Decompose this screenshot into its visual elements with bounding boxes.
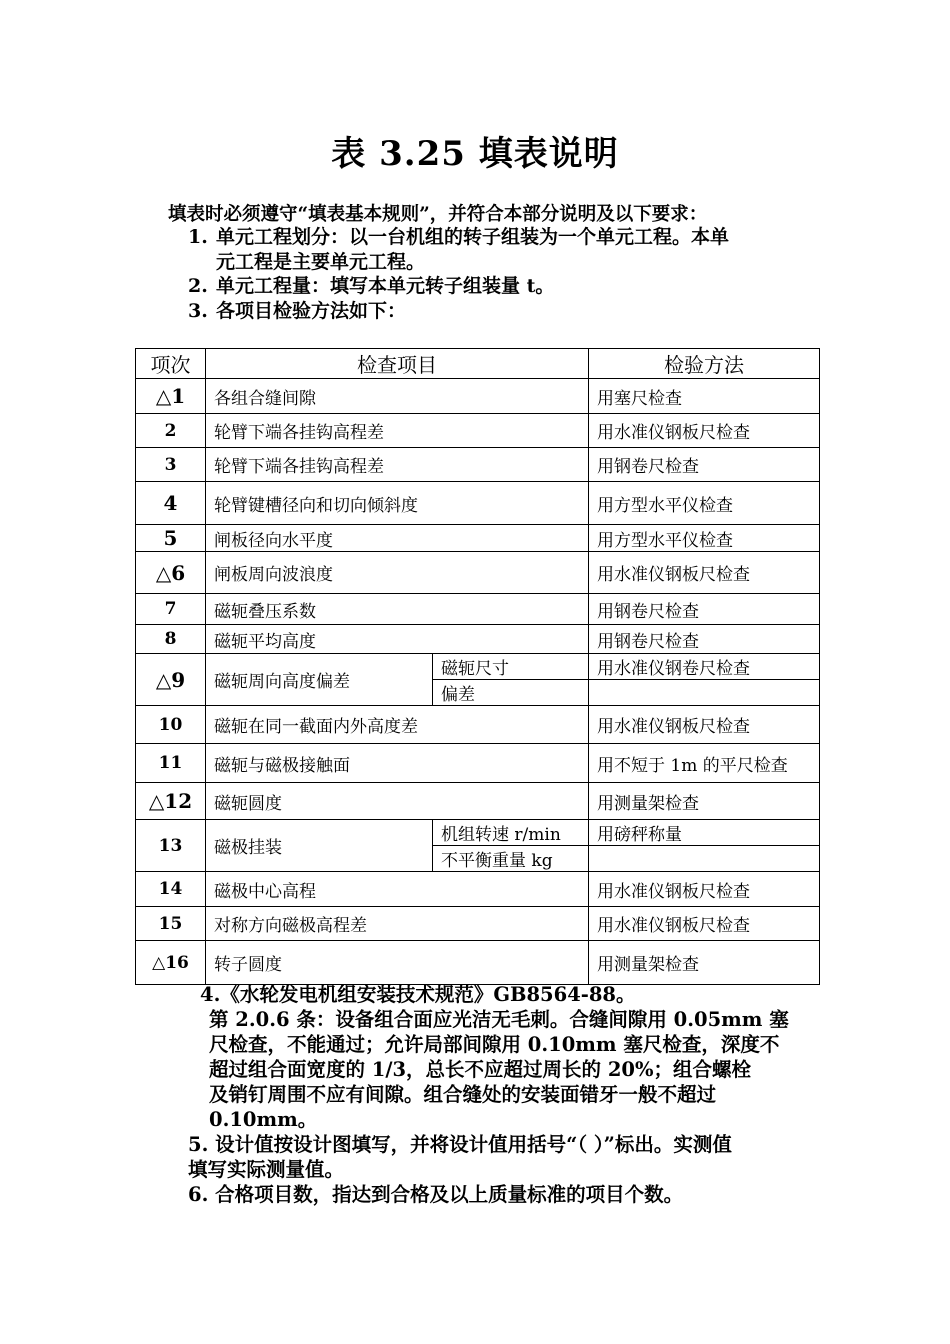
note-4-line: 尺检查，不能通过；允许局部间隙用 0.10mm 塞尺检查，深度不: [209, 1033, 780, 1056]
row-no: 7: [136, 594, 206, 625]
row-subitem: 机组转速 r/min: [433, 820, 589, 846]
row-item: 磁轭平均高度: [206, 625, 589, 654]
row-method: 用水准仪钢板尺检查: [589, 872, 820, 907]
row-item: 轮臂键槽径向和切向倾斜度: [206, 482, 589, 525]
row-subitem: 不平衡重量 kg: [433, 846, 589, 872]
row-item: 磁极中心高程: [206, 872, 589, 907]
rule-3: [188, 299, 828, 324]
row-no: △12: [136, 783, 206, 820]
note-4-line: 第 2.0.6 条：设备组合面应光洁无毛刺。合缝间隙用 0.05mm 塞: [209, 1008, 789, 1031]
table-header-row: [136, 349, 820, 379]
table-row: [136, 654, 820, 680]
row-method: 用水准仪钢板尺检查: [589, 706, 820, 744]
row-no: △16: [136, 941, 206, 985]
row-item: 磁轭周向高度偏差: [206, 654, 433, 706]
table-row: [136, 379, 820, 414]
table-row: [136, 706, 820, 744]
row-method: 用不短于 1m 的平尺检查: [589, 744, 820, 783]
row-no: 13: [136, 820, 206, 872]
rule-1: [188, 225, 828, 275]
table-row: [136, 482, 820, 525]
table-row: [136, 783, 820, 820]
row-no: 11: [136, 744, 206, 783]
note-4-line: 及销钉周围不应有间隙。组合缝处的安装面错牙一般不超过: [209, 1083, 717, 1106]
row-method: [589, 846, 820, 872]
row-method: 用水准仪钢板尺检查: [589, 414, 820, 448]
row-no: 14: [136, 872, 206, 907]
row-method: 用方型水平仪检查: [589, 525, 820, 552]
table-row: [136, 625, 820, 654]
row-method: [589, 680, 820, 706]
table-row: [136, 414, 820, 448]
table-row: [136, 552, 820, 594]
row-no: 15: [136, 907, 206, 941]
rule-number: 1.: [188, 226, 208, 248]
rule-text: 各项目检验方法如下：: [216, 300, 407, 322]
row-method: 用塞尺检查: [589, 379, 820, 414]
table-row: [136, 820, 820, 846]
row-subitem: 偏差: [433, 680, 589, 706]
row-method: 用测量架检查: [589, 941, 820, 985]
header-item: 检查项目: [206, 349, 589, 379]
row-subitem: 磁轭尺寸: [433, 654, 589, 680]
row-method: 用方型水平仪检查: [589, 482, 820, 525]
row-no: 4: [136, 482, 206, 525]
row-no: 2: [136, 414, 206, 448]
row-method: 用水准仪钢板尺检查: [589, 552, 820, 594]
rule-text: 单元工程量：填写本单元转子组装量 t。: [216, 275, 555, 297]
row-method: 用钢卷尺检查: [589, 594, 820, 625]
inspection-table: [135, 348, 820, 985]
intro-text: 填表时必须遵守“填表基本规则”，并符合本部分说明及以下要求：: [168, 204, 708, 225]
row-no: △1: [136, 379, 206, 414]
note-4-heading: 4.《水轮发电机组安装技术规范》GB8564-88。: [200, 983, 636, 1006]
table-row: [136, 744, 820, 783]
row-item: 闸板周向波浪度: [206, 552, 589, 594]
row-item: 磁轭圆度: [206, 783, 589, 820]
row-item: 磁轭叠压系数: [206, 594, 589, 625]
rule-text-continued: 元工程是主要单元工程。: [216, 251, 426, 273]
note-6: 6. 合格项目数，指达到合格及以上质量标准的项目个数。: [188, 1183, 684, 1206]
header-method: 检验方法: [589, 349, 820, 379]
rule-number: 3.: [188, 300, 208, 322]
note-4-line: 0.10mm。: [209, 1108, 318, 1131]
note-5-line: 5. 设计值按设计图填写，并将设计值用括号“（ ）”标出。实测值: [188, 1133, 732, 1156]
row-item: 轮臂下端各挂钩高程差: [206, 448, 589, 482]
table-row: [136, 594, 820, 625]
row-item: 磁轭与磁极接触面: [206, 744, 589, 783]
row-item: 磁极挂装: [206, 820, 433, 872]
header-no: 项次: [136, 349, 206, 379]
row-method: 用钢卷尺检查: [589, 448, 820, 482]
row-no: 8: [136, 625, 206, 654]
table-row: [136, 941, 820, 985]
table-row: [136, 872, 820, 907]
row-item: 转子圆度: [206, 941, 589, 985]
row-method: 用磅秤称量: [589, 820, 820, 846]
note-5-line: 填写实际测量值。: [188, 1158, 345, 1181]
row-method: 用水准仪钢卷尺检查: [589, 654, 820, 680]
row-method: 用测量架检查: [589, 783, 820, 820]
row-method: 用钢卷尺检查: [589, 625, 820, 654]
table-row: [136, 448, 820, 482]
row-item: 轮臂下端各挂钩高程差: [206, 414, 589, 448]
row-no: △6: [136, 552, 206, 594]
table-row: [136, 525, 820, 552]
row-item: 对称方向磁极高程差: [206, 907, 589, 941]
table-row: [136, 907, 820, 941]
row-item: 闸板径向水平度: [206, 525, 589, 552]
rule-text: 单元工程划分：以一台机组的转子组装为一个单元工程。本单: [216, 226, 730, 248]
row-no: △9: [136, 654, 206, 706]
row-item: 各组合缝间隙: [206, 379, 589, 414]
rule-2: [188, 274, 828, 299]
rule-number: 2.: [188, 275, 208, 297]
row-no: 5: [136, 525, 206, 552]
note-4-line: 超过组合面宽度的 1/3，总长不应超过周长的 20%；组合螺栓: [209, 1058, 752, 1081]
row-method: 用水准仪钢板尺检查: [589, 907, 820, 941]
row-no: 3: [136, 448, 206, 482]
row-no: 10: [136, 706, 206, 744]
page-title: 表 3.25 填表说明: [331, 134, 619, 174]
row-item: 磁轭在同一截面内外高度差: [206, 706, 589, 744]
